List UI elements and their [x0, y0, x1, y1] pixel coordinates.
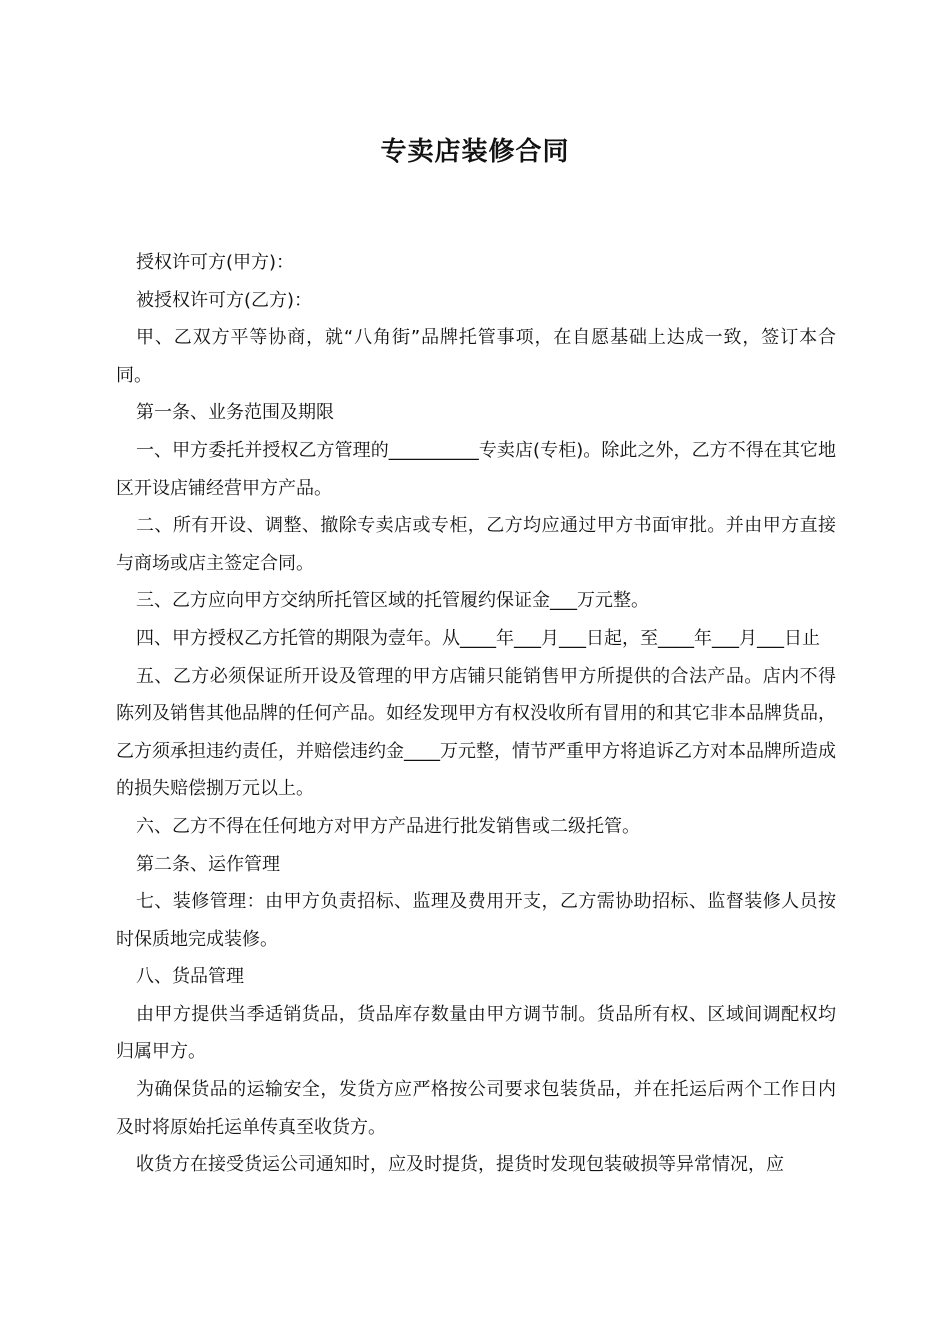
article-2-heading: 第二条、运作管理	[136, 853, 280, 875]
goods-paragraph-3: 收货方在接受货运公司通知时，应及时提货，提货时发现包装破损等异常情况，应	[136, 1154, 784, 1176]
document-body	[116, 244, 836, 1184]
party-b-line: 被授权许可方(乙方)：	[136, 289, 313, 311]
document-title: 专卖店装修合同	[380, 137, 570, 167]
clause-3: 三、乙方应向甲方交纳所托管区域的托管履约保证金___万元整。	[136, 590, 649, 612]
clause-5: 五、乙方必须保证所开设及管理的甲方店铺只能销售甲方所提供的合法产品。店内不得陈列及销售其他品牌的任何产品。如经发现甲方有权没收所有冒用的和其它非本品牌货品，乙方须承担违约责任，并赔偿违约金____万元整，情节严重甲方将追诉乙方对本品牌所造成的损失赔偿捌万元以上。	[116, 665, 836, 800]
goods-paragraph-1: 由甲方提供当季适销货品，货品库存数量由甲方调节制。货品所有权、区域间调配权均归属甲方。	[116, 1003, 836, 1063]
clause-4: 四、甲方授权乙方托管的期限为壹年。从____年___月___日起，至____年___月___日止	[136, 627, 820, 649]
clause-2: 二、所有开设、调整、撤除专卖店或专柜，乙方均应通过甲方书面审批。并由甲方直接与商场或店主签定合同。	[116, 515, 836, 574]
clause-1: 一、甲方委托并授权乙方管理的__________专卖店(专柜)。除此之外，乙方不得在其它地区开设店铺经营甲方产品。	[116, 439, 836, 499]
clause-6: 六、乙方不得在任何地方对甲方产品进行批发销售或二级托管。	[136, 815, 640, 837]
clause-8-heading: 八、货品管理	[136, 966, 244, 988]
goods-paragraph-2: 为确保货品的运输安全，发货方应严格按公司要求包装货品，并在托运后两个工作日内及时将原始托运单传真至收货方。	[116, 1079, 836, 1138]
article-1-heading: 第一条、业务范围及期限	[136, 402, 334, 424]
clause-7: 七、装修管理：由甲方负责招标、监理及费用开支，乙方需协助招标、监督装修人员按时保质地完成装修。	[116, 891, 836, 950]
party-a-line: 授权许可方(甲方)：	[136, 252, 295, 273]
preamble-paragraph: 甲、乙双方平等协商，就“八角街”品牌托管事项，在自愿基础上达成一致，签订本合同。	[116, 327, 836, 386]
